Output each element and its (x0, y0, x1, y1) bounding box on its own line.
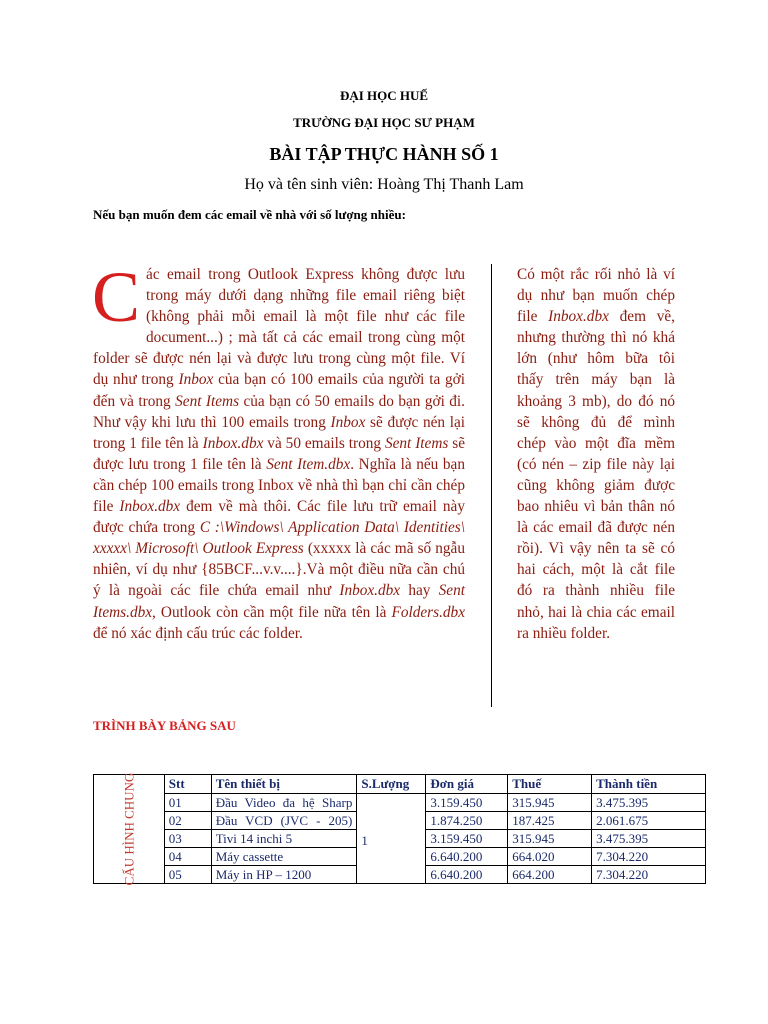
equipment-table (93, 774, 706, 884)
cell-price: 6.640.200 (426, 848, 508, 866)
left-column-text-run: Inbox.dbx (202, 434, 264, 452)
cell-stt: 01 (164, 794, 211, 812)
table-header-row (94, 775, 706, 794)
cell-stt: 04 (164, 848, 211, 866)
group-label: CẤU HÌNH CHUNG (121, 772, 137, 886)
left-column-text-run: Inbox (330, 413, 366, 431)
left-column-text-run: Folders.dbx (391, 603, 465, 621)
right-column-text (517, 264, 675, 644)
cell-total: 2.061.675 (592, 812, 706, 830)
left-column-text-run: sẽ được nén lại trong 1 file tên là (93, 413, 466, 452)
cell-tax: 315.945 (508, 830, 592, 848)
left-column-text-run: sẽ được lưu trong 1 file tên là (93, 434, 465, 473)
left-column-text-run: Inbox.dbx (339, 582, 401, 600)
cell-tax: 187.425 (508, 812, 592, 830)
cell-price: 1.874.250 (426, 812, 508, 830)
left-column-text (92, 257, 466, 644)
left-column-text-run: (xxxxx là các mã số ngẫu nhiên, ví dụ như {85BCF...v.v....}.Và một điều nữa cần chú ý là ngoài các file chứa email như (93, 540, 465, 600)
right-column-body (517, 266, 675, 642)
cell-name: Máy cassette (211, 848, 357, 866)
left-column-text-run: , Outlook còn cần một file nữa tên là (152, 603, 392, 621)
right-column-text-run: Inbox.dbx (548, 308, 609, 326)
cell-stt: 05 (164, 866, 211, 884)
header-stt: Stt (164, 775, 211, 794)
cell-total: 7.304.220 (592, 848, 706, 866)
column-divider (491, 264, 492, 707)
cell-name: Tivi 14 inchi 5 (211, 830, 357, 848)
right-column-text-run: đem về, nhưng thường thì nó khá lớn (như hôm bữa tôi thấy trên máy bạn là khoảng 3 mb), do đó nó sẽ không đủ để mình chép vào một đĩa mềm (có nén – zip file này lại cũng không giảm được bao nhiêu vì bản thân nó là các email đã được nén rồi). Vì vậy nên ta sẽ có hai cách, một là cắt file đó ra thành nhiều file nhỏ, hai là chia các email ra nhiều folder. (517, 308, 675, 642)
cell-tax: 664.020 (508, 848, 592, 866)
left-column-text-run: ác email trong Outlook Express không được lưu trong máy dưới dạng những file email riêng biệt (không phải mỗi email là một file như các file document...) ; mà tất cả các email trong cùng một folder sẽ được nén lại và được lưu trong cùng một file. Ví dụ như trong (93, 266, 465, 389)
drop-cap: C (92, 257, 141, 337)
left-column-text-run: Inbox.dbx (119, 498, 181, 516)
left-column-text-run: Inbox (178, 371, 214, 389)
header-tax: Thuế (508, 775, 592, 794)
university-name: ĐẠI HỌC HUẾ (339, 88, 429, 103)
left-column-text-run: Sent Item.dbx (266, 455, 351, 473)
left-column-text-run: của bạn có 100 emails của người ta gởi đến và trong (93, 371, 465, 410)
cell-stt: 03 (164, 830, 211, 848)
left-column-text-run: Sent Items (384, 434, 449, 452)
cell-name: Đầu Video đa hệ Sharp (211, 794, 357, 812)
intro-text: Nếu bạn muốn đem các email về nhà với số lượng nhiều: (93, 207, 406, 222)
left-column-text-run: hay (400, 582, 439, 600)
page-title: BÀI TẬP THỰC HÀNH SỐ 1 (269, 144, 499, 164)
cell-price: 3.159.450 (426, 794, 508, 812)
left-column-text-run: Sent Items (175, 392, 240, 410)
school-name: TRƯỜNG ĐẠI HỌC SƯ PHẠM (293, 115, 475, 130)
header-price: Đơn giá (426, 775, 508, 794)
header-name: Tên thiết bị (211, 775, 357, 794)
cell-price: 3.159.450 (426, 830, 508, 848)
left-column-text-run: và 50 emails trong (263, 434, 385, 452)
cell-price: 6.640.200 (426, 866, 508, 884)
cell-name: Đầu VCD (JVC - 205) (211, 812, 357, 830)
left-column-text-run: C :\Windows\ Application Data\ Identities\ xxxxx\ Microsoft\ Outlook Express (93, 519, 465, 558)
header-total: Thành tiền (592, 775, 706, 794)
group-label-cell (94, 772, 165, 886)
right-column-text-run: Có một rắc rối nhỏ là ví dụ như bạn muốn chép file (517, 266, 675, 326)
cell-total: 3.475.395 (592, 794, 706, 812)
cell-tax: 664.200 (508, 866, 592, 884)
left-column-body (92, 257, 466, 642)
left-column-text-run: . Nghĩa là nếu bạn cần chép 100 emails trong Inbox về nhà thì bạn chỉ cần chép file (93, 455, 465, 516)
cell-quantity: 1 (357, 794, 426, 884)
section-title: TRÌNH BÀY BẢNG SAU (93, 718, 236, 733)
left-column-text-run: Sent Items.dbx (93, 582, 465, 621)
left-column-text-run: của bạn có 50 emails do bạn gởi đi. Như vậy khi lưu thì 100 emails trong (93, 392, 465, 431)
cell-tax: 315.945 (508, 794, 592, 812)
left-column-text-run: để nó xác định cấu trúc các folder. (93, 624, 303, 642)
cell-total: 7.304.220 (592, 866, 706, 884)
header-quantity: S.Lượng (357, 775, 426, 794)
student-name: Họ và tên sinh viên: Hoàng Thị Thanh Lam (244, 176, 524, 193)
left-column-text-run: đem về mà thôi. Các file lưu trữ email này được chứa trong (93, 498, 465, 537)
cell-stt: 02 (164, 812, 211, 830)
cell-total: 3.475.395 (592, 830, 706, 848)
cell-name: Máy in HP – 1200 (211, 866, 357, 884)
table-row (94, 794, 706, 812)
